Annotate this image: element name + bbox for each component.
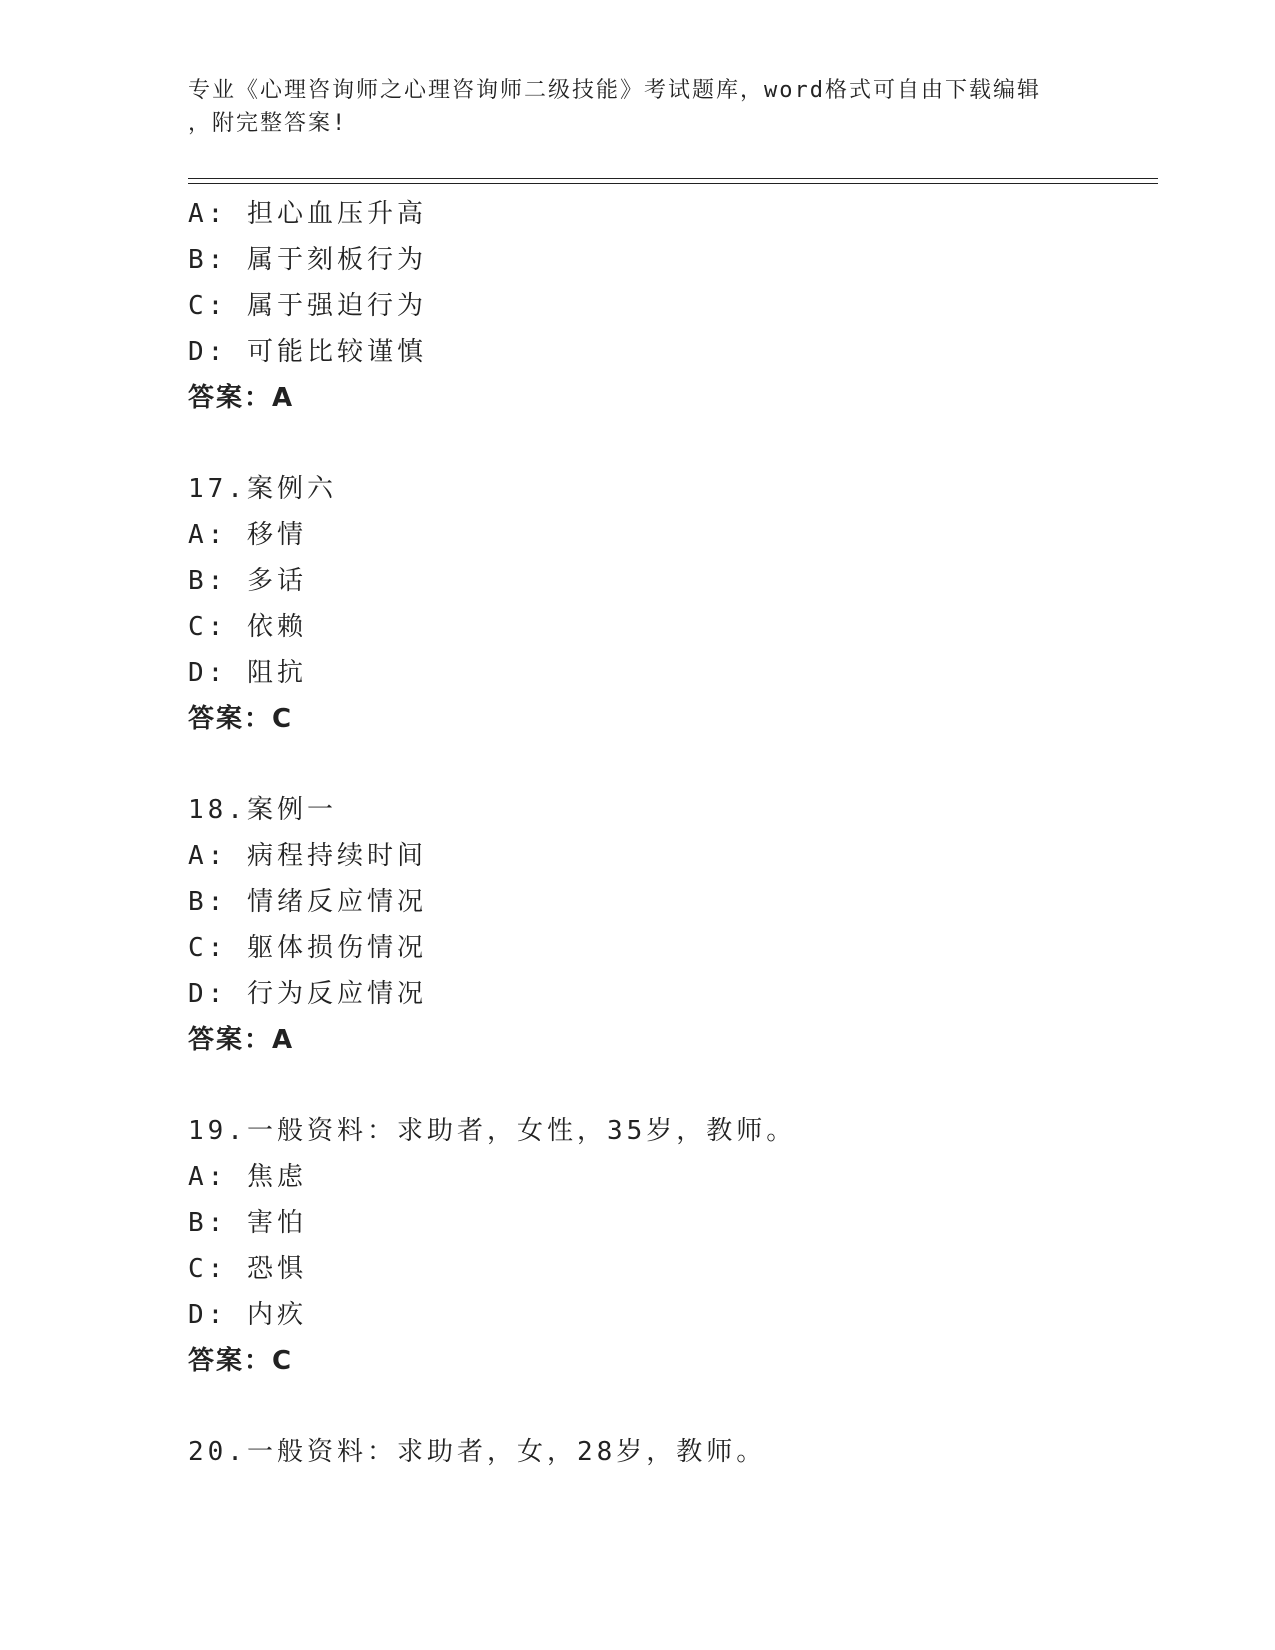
option-b: B: 情绪反应情况 <box>188 887 427 917</box>
option-d: D: 内疚 <box>188 1300 307 1330</box>
option-a: A: 移情 <box>188 520 307 550</box>
question-block-17 <box>188 466 1148 742</box>
option-b: B: 多话 <box>188 566 307 596</box>
header-divider-bottom <box>188 183 1158 184</box>
question-title: 20.一般资料：求助者，女，28岁，教师。 <box>188 1437 767 1467</box>
answer-line: 答案：A <box>188 383 295 413</box>
header-line-2: ，附完整答案! <box>188 111 348 136</box>
option-a: A: 担心血压升高 <box>188 199 427 229</box>
question-title: 17.案例六 <box>188 474 337 504</box>
option-a: A: 病程持续时间 <box>188 841 427 871</box>
question-block-19 <box>188 1108 1148 1384</box>
question-title: 19.一般资料：求助者，女性，35岁，教师。 <box>188 1116 797 1146</box>
option-b: B: 属于刻板行为 <box>188 245 427 275</box>
answer-line: 答案：C <box>188 704 294 734</box>
question-block-18 <box>188 787 1148 1063</box>
option-b: B: 害怕 <box>188 1208 307 1238</box>
option-d: D: 行为反应情况 <box>188 979 427 1009</box>
header-divider-top <box>188 178 1158 179</box>
question-block-16 <box>188 191 1148 421</box>
option-c: C: 属于强迫行为 <box>188 291 427 321</box>
option-d: D: 阻抗 <box>188 658 307 688</box>
question-title: 18.案例一 <box>188 795 337 825</box>
document-header <box>188 74 1088 140</box>
header-line-1: 专业《心理咨询师之心理咨询师二级技能》考试题库，word格式可自由下载编辑 <box>188 78 1041 103</box>
question-list <box>188 191 1148 1475</box>
answer-line: 答案：A <box>188 1025 295 1055</box>
option-d: D: 可能比较谨慎 <box>188 337 427 367</box>
option-c: C: 依赖 <box>188 612 307 642</box>
option-c: C: 躯体损伤情况 <box>188 933 427 963</box>
option-a: A: 焦虑 <box>188 1162 307 1192</box>
option-c: C: 恐惧 <box>188 1254 307 1284</box>
question-block-20 <box>188 1429 1148 1475</box>
answer-line: 答案：C <box>188 1346 294 1376</box>
